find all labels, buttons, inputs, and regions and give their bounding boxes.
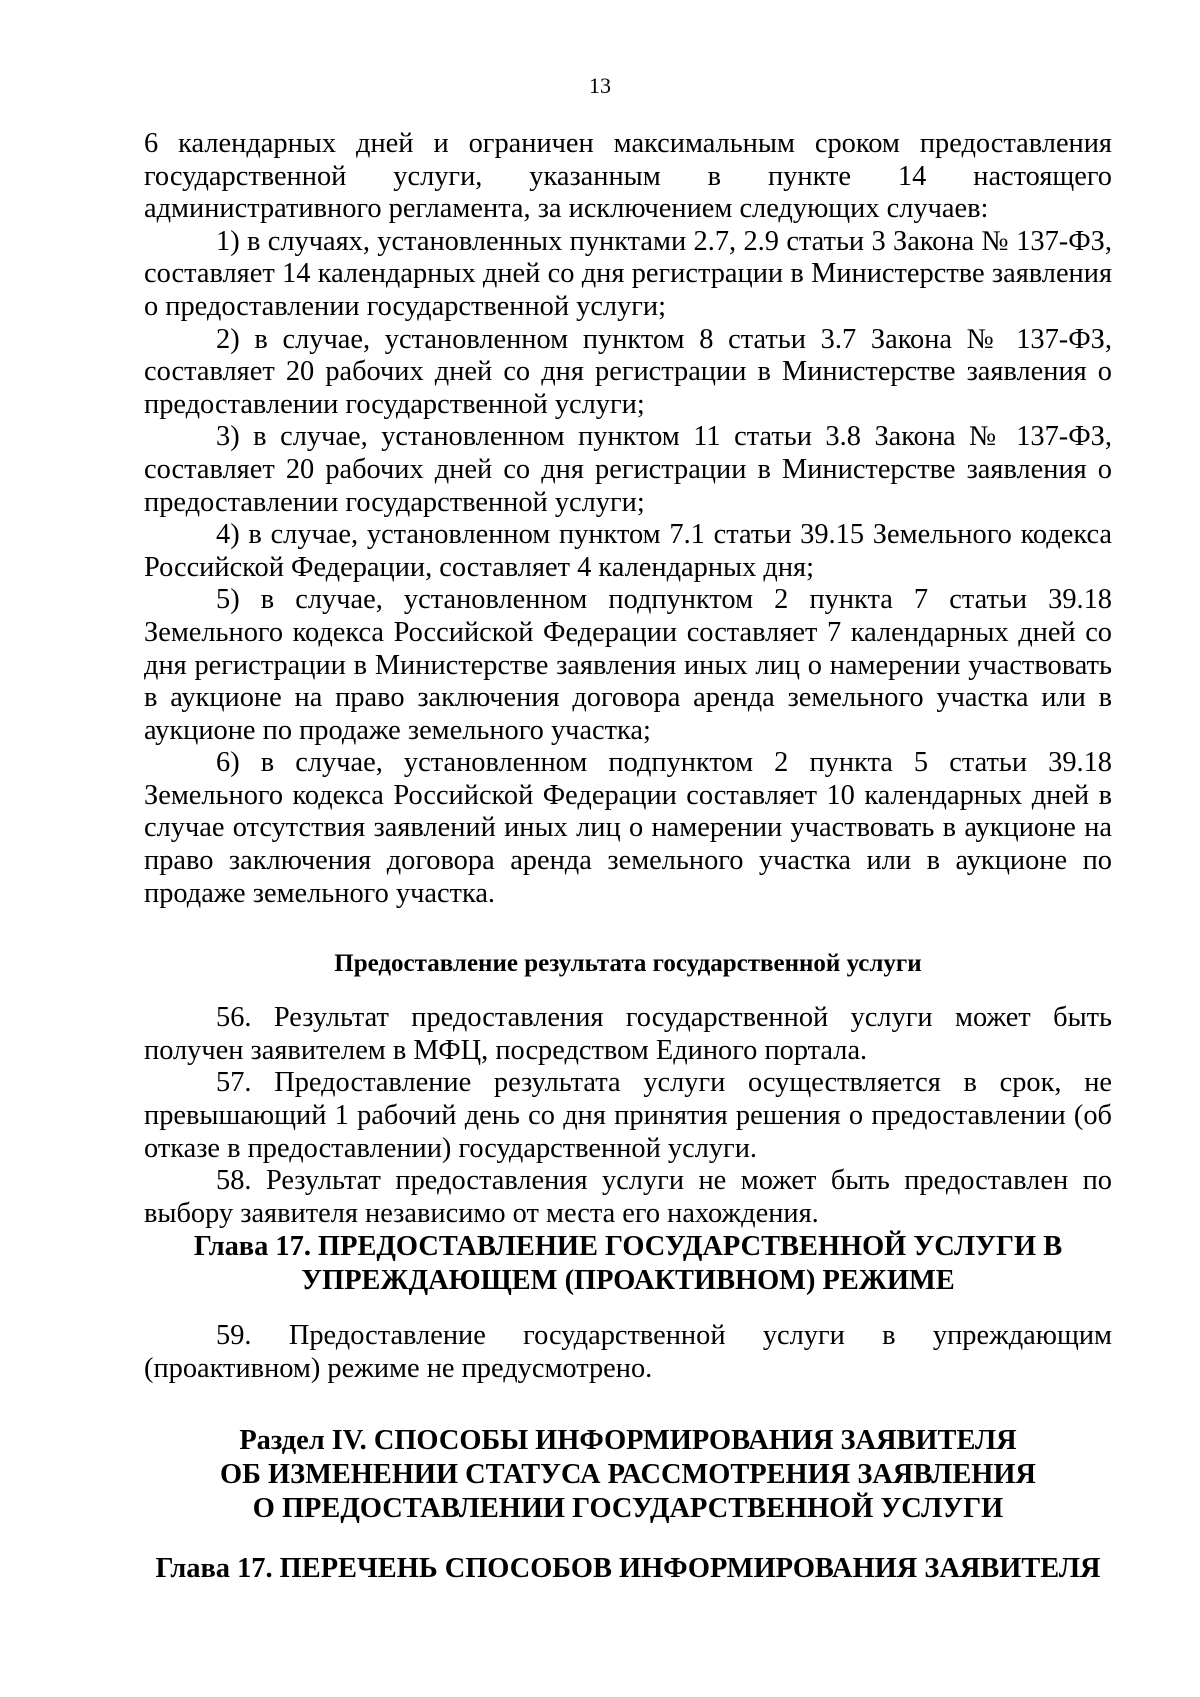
section-iv-line-3: О ПРЕДОСТАВЛЕНИИ ГОСУДАРСТВЕННОЙ УСЛУГИ <box>252 1492 1004 1524</box>
page-content <box>144 128 1112 1586</box>
case-item-3: 3) в случае, установленном пунктом 11 статьи 3.8 Закона № 137-ФЗ, составляет 20 рабочих дней со дня регистрации в Министерстве заявления о предоставлении государственной услуги; <box>144 421 1112 518</box>
item-58: 58. Результат предоставления услуги не может быть предоставлен по выбору заявителя независимо от места его нахождения. <box>144 1165 1112 1229</box>
chapter-proactive-line-1: Глава 17. ПРЕДОСТАВЛЕНИЕ ГОСУДАРСТВЕННОЙ УСЛУГИ В <box>193 1231 1063 1263</box>
result-subheading: Предоставление результата государственной услуги <box>334 950 922 978</box>
item-57: 57. Предоставление результата услуги осуществляется в срок, не превышающий 1 рабочий день со дня принятия решения о предоставлении (об отказе в предоставлении) государственной услуги. <box>144 1067 1112 1164</box>
section-iv-heading <box>144 1424 1112 1526</box>
item-56: 56. Результат предоставления государственной услуги может быть получен заявителем в МФЦ, посредством Единого портала. <box>144 1002 1112 1066</box>
case-item-6: 6) в случае, установленном подпунктом 2 пункта 5 статьи 39.18 Земельного кодекса Российской Федерации составляет 10 календарных дней в случае отсутствия заявлений иных лиц о намерении участвовать в аукционе на право заключения договора аренда земельного участка или в аукционе по продаже земельного участка. <box>144 747 1112 909</box>
item-59: 59. Предоставление государственной услуги в упреждающим (проактивном) режиме не предусмотрено. <box>144 1320 1112 1384</box>
chapter-proactive-line-2: УПРЕЖДАЮЩЕМ (ПРОАКТИВНОМ) РЕЖИМЕ <box>301 1265 955 1297</box>
chapter-methods-heading: Глава 17. ПЕРЕЧЕНЬ СПОСОБОВ ИНФОРМИРОВАНИЯ ЗАЯВИТЕЛЯ <box>155 1552 1101 1584</box>
section-iv-line-2: ОБ ИЗМЕНЕНИИ СТАТУСА РАССМОТРЕНИЯ ЗАЯВЛЕНИЯ <box>220 1458 1036 1490</box>
case-item-4: 4) в случае, установленном пунктом 7.1 статьи 39.15 Земельного кодекса Российской Федерации, составляет 4 календарных дня; <box>144 519 1112 583</box>
case-item-2: 2) в случае, установленном пунктом 8 статьи 3.7 Закона № 137-ФЗ, составляет 20 рабочих дней со дня регистрации в Министерстве заявления о предоставлении государственной услуги; <box>144 323 1112 420</box>
chapter-proactive-heading <box>144 1230 1112 1298</box>
section-iv-line-1: Раздел IV. СПОСОБЫ ИНФОРМИРОВАНИЯ ЗАЯВИТЕЛЯ <box>239 1424 1017 1456</box>
page-number: 13 <box>589 73 611 98</box>
case-item-5: 5) в случае, установленном подпунктом 2 пункта 7 статьи 39.18 Земельного кодекса Российской Федерации составляет 7 календарных дней со дня регистрации в Министерстве заявления иных лиц о намерении участвовать в аукционе на право заключения договора аренда земельного участка или в аукционе по продаже земельного участка; <box>144 584 1112 746</box>
intro-paragraph: 6 календарных дней и ограничен максимальным сроком предоставления государственной услуги, указанным в пункте 14 настоящего административного регламента, за исключением следующих случаев: <box>144 128 1112 225</box>
case-item-1: 1) в случаях, установленных пунктами 2.7, 2.9 статьи 3 Закона № 137-ФЗ, составляет 14 календарных дней со дня регистрации в Министерстве заявления о предоставлении государственной услуги; <box>144 225 1112 322</box>
